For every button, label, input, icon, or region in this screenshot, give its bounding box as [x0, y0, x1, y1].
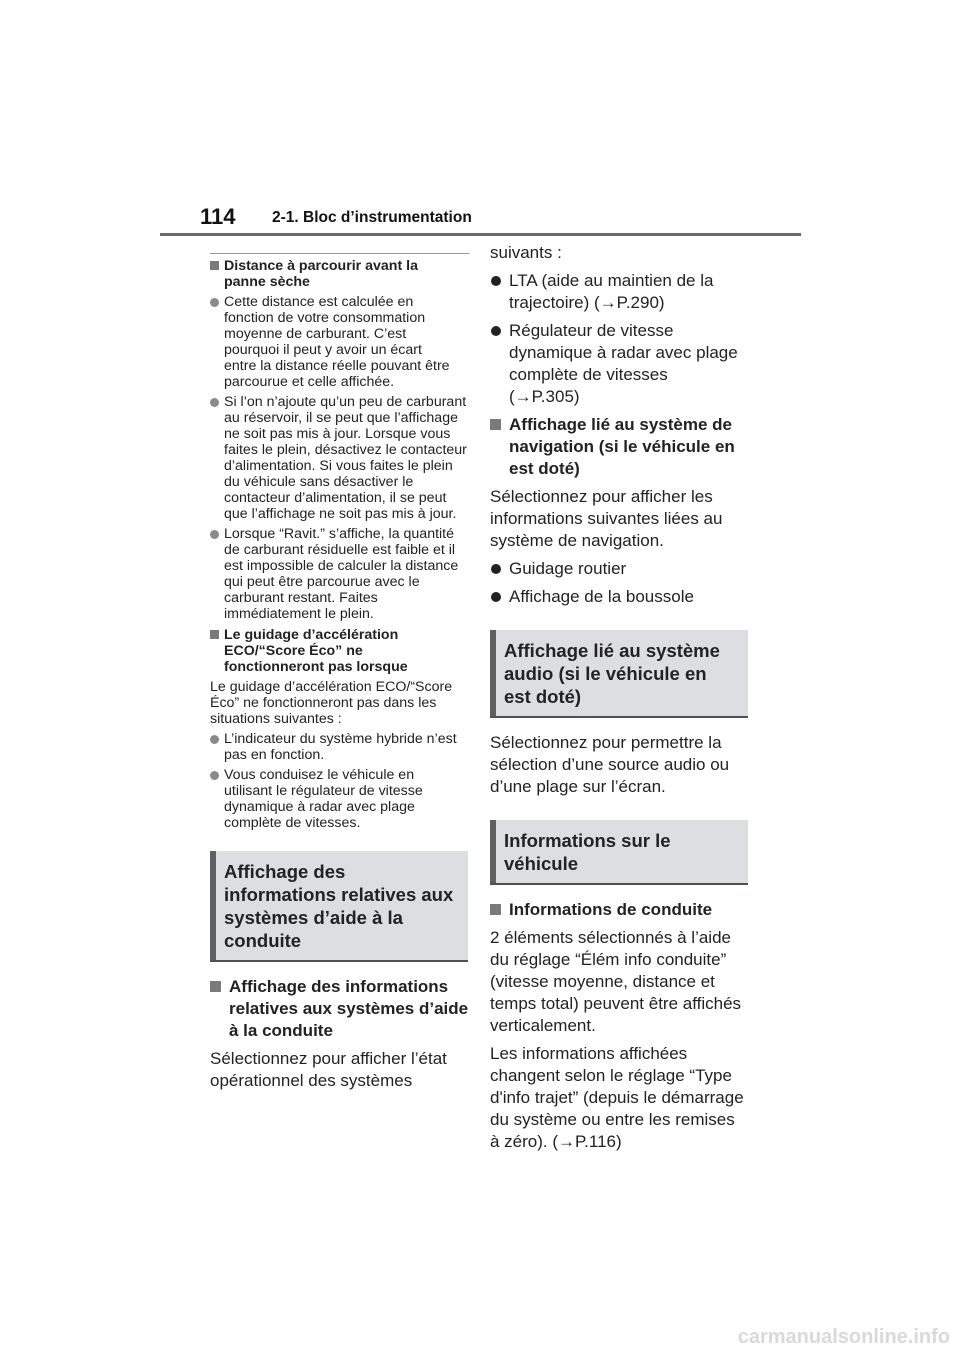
section-box-title: Affichage lié au système audio (si le véhicule en est doté) [490, 630, 748, 716]
list-item-text: Lorsque “Ravit.” s’affiche, la quantité de carburant résiduelle est faible et il est impossible de calculer la distance qui peut être parcourue avec le carburant restant. Faites immédiatement le plein. [224, 526, 459, 622]
paragraph: Sélectionnez pour afficher l’état opérationnel des systèmes [210, 1049, 447, 1090]
square-bullet-icon [210, 261, 219, 270]
section-box-audio [490, 630, 748, 718]
square-bullet-icon [210, 981, 221, 992]
section-box-title: Informations sur le véhicule [490, 820, 748, 883]
list-item-text: L’indicateur du système hybride n’est pas en fonction. [224, 731, 457, 763]
list-item-text: Si l’on n’ajoute qu’un peu de carburant au réservoir, il se peut que l’affichage ne soit pas mis à jour. Lorsque vous faites le plein, désactivez le contacteur d’alimentation. Si vous faites le plein du véhicule sans désactiver le contacteur d’alimentation, il se peut que l’affichage ne soit pas mis à jour. [224, 394, 467, 522]
section-title: 2-1. Bloc d’instrumentation [272, 209, 472, 226]
list-item-text: Guidage routier [509, 559, 627, 578]
round-bullet-icon [210, 298, 219, 307]
subheading-eco-guidance [210, 627, 464, 675]
square-bullet-icon [210, 630, 219, 639]
list-item [490, 586, 752, 608]
heading-driving-aids-info [210, 976, 479, 1042]
list-item-text: LTA (aide au maintien de la trajectoire) (→P.290) [509, 271, 714, 312]
subheading-text: Le guidage d’accélération ECO/“Score Éco” ne fonctionneront pas lorsque [224, 627, 408, 675]
heading-text: Informations de conduite [509, 900, 713, 919]
left-column [210, 258, 472, 1098]
subheading-text: Distance à parcourir avant la panne sèche [224, 258, 418, 290]
list-item [210, 394, 472, 522]
subheading-fuel-range [210, 258, 450, 290]
round-bullet-icon [491, 326, 501, 336]
paragraph: 2 éléments sélectionnés à l’aide du réglage “Élém info conduite” (vitesse moyenne, distance et temps total) peuvent être affichés verticalement. [490, 928, 742, 1035]
heading-driving-info [490, 899, 752, 921]
section-box-driving-aids [210, 851, 468, 962]
paragraph: Le guidage d’accélération ECO/“Score Éco” ne fonctionneront pas dans les situations suivantes : [210, 679, 453, 727]
round-bullet-icon [210, 771, 219, 780]
section-box-rule [210, 960, 468, 962]
header-rule [160, 233, 801, 236]
heading-navigation [490, 414, 752, 480]
round-bullet-icon [491, 592, 501, 602]
round-bullet-icon [210, 735, 219, 744]
list-item [490, 558, 752, 580]
list-item-text: Affichage de la boussole [509, 587, 694, 606]
paragraph: suivants : [490, 243, 562, 262]
section-box-rule [490, 716, 748, 718]
list-item [210, 294, 456, 390]
heading-text: Affichage des informations relatives aux systèmes d’aide à la conduite [229, 977, 469, 1040]
round-bullet-icon [210, 530, 219, 539]
paragraph: Sélectionnez pour permettre la sélection d’une source audio ou d’une plage sur l’écran. [490, 733, 730, 796]
round-bullet-icon [491, 276, 501, 286]
section-box-title: Affichage des informations relatives aux systèmes d’aide à la conduite [210, 851, 468, 960]
page-number: 114 [200, 204, 236, 229]
left-column-rule [210, 253, 469, 254]
list-item-text: Régulateur de vitesse dynamique à radar avec plage complète de vitesses (→P.305) [509, 321, 738, 406]
heading-text: Affichage lié au système de navigation (si le véhicule en est doté) [509, 415, 735, 478]
square-bullet-icon [490, 904, 501, 915]
list-item [210, 731, 472, 763]
section-box-rule [490, 883, 748, 885]
paragraph: Les informations affichées changent selon le réglage “Type d'info trajet” (depuis le démarrage du système ou entre les remises à zéro). (→P.116) [490, 1044, 744, 1151]
round-bullet-icon [491, 564, 501, 574]
paragraph: Sélectionnez pour afficher les informations suivantes liées au système de navigation. [490, 487, 723, 550]
section-box-vehicle-info [490, 820, 748, 885]
list-item [490, 320, 739, 408]
watermark: carmanualsonline.info [737, 1326, 950, 1348]
right-column [490, 242, 752, 1159]
list-item-text: Vous conduisez le véhicule en utilisant le régulateur de vitesse dynamique à radar avec plage complète de vitesses. [224, 767, 423, 831]
list-item [210, 526, 472, 622]
list-item [210, 767, 464, 831]
list-item-text: Cette distance est calculée en fonction de votre consommation moyenne de carburant. C’est pourquoi il peut y avoir un écart entre la distance réelle pouvant être parcourue et celle affichée. [224, 294, 450, 390]
round-bullet-icon [210, 398, 219, 407]
list-item [490, 270, 739, 314]
square-bullet-icon [490, 419, 501, 430]
